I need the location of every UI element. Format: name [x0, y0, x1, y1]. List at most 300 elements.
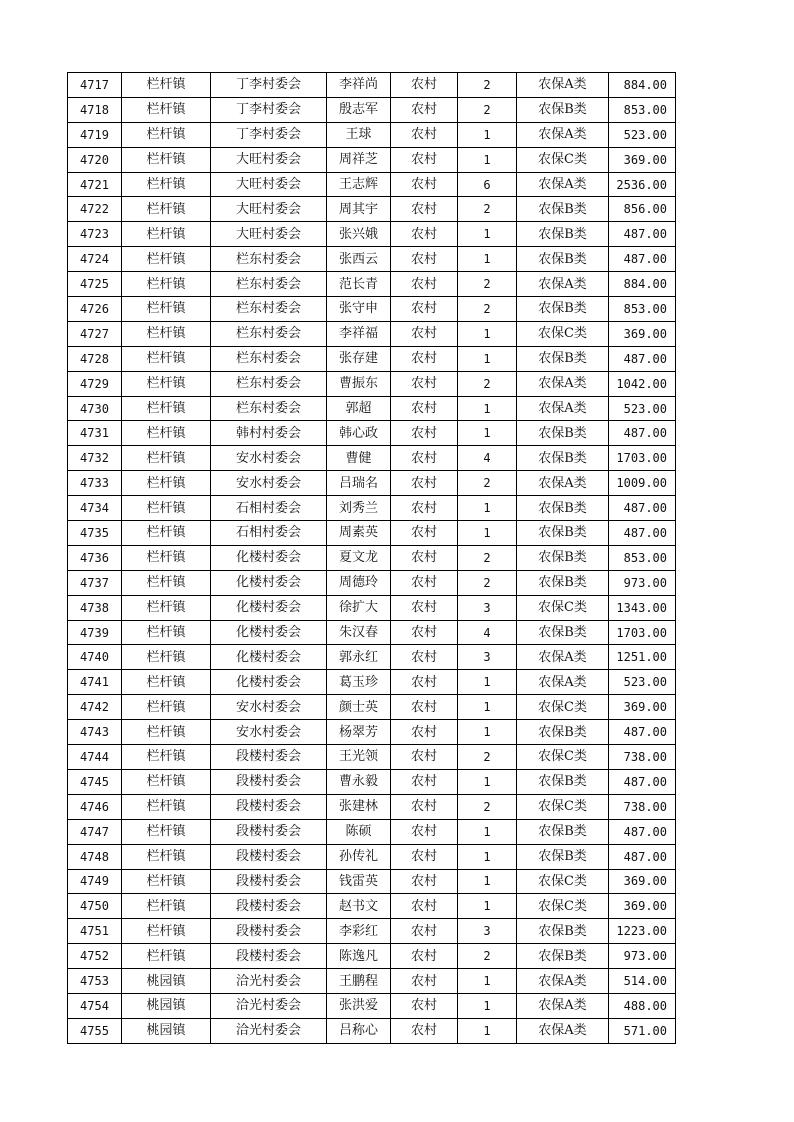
- area-type-cell: 农村: [391, 993, 458, 1018]
- town-cell: 桃园镇: [122, 969, 211, 994]
- household-count-cell: 1: [458, 396, 517, 421]
- serial-number-cell: 4742: [68, 695, 122, 720]
- area-type-cell: 农村: [391, 720, 458, 745]
- insurance-category-cell: 农保B类: [517, 844, 609, 869]
- serial-number-cell: 4735: [68, 521, 122, 546]
- household-count-cell: 1: [458, 122, 517, 147]
- name-cell: 徐扩大: [327, 595, 391, 620]
- insurance-category-cell: 农保B类: [517, 97, 609, 122]
- insurance-category-cell: 农保B类: [517, 496, 609, 521]
- table-row: [68, 521, 676, 546]
- area-type-cell: 农村: [391, 944, 458, 969]
- household-count-cell: 2: [458, 272, 517, 297]
- amount-cell: 487.00: [609, 496, 676, 521]
- amount-cell: 1703.00: [609, 446, 676, 471]
- insurance-category-cell: 农保B类: [517, 346, 609, 371]
- insurance-category-cell: 农保B类: [517, 620, 609, 645]
- table-row: [68, 147, 676, 172]
- amount-cell: 487.00: [609, 222, 676, 247]
- amount-cell: 1042.00: [609, 371, 676, 396]
- serial-number-cell: 4751: [68, 919, 122, 944]
- household-count-cell: 2: [458, 197, 517, 222]
- roster-table: [67, 72, 676, 1044]
- village-committee-cell: 段楼村委会: [211, 894, 327, 919]
- insurance-category-cell: 农保A类: [517, 272, 609, 297]
- insurance-category-cell: 农保A类: [517, 670, 609, 695]
- name-cell: 颜士英: [327, 695, 391, 720]
- name-cell: 李彩红: [327, 919, 391, 944]
- table-row: [68, 297, 676, 322]
- serial-number-cell: 4722: [68, 197, 122, 222]
- insurance-category-cell: 农保B类: [517, 446, 609, 471]
- name-cell: 韩心政: [327, 421, 391, 446]
- name-cell: 赵书文: [327, 894, 391, 919]
- serial-number-cell: 4755: [68, 1018, 122, 1043]
- village-committee-cell: 段楼村委会: [211, 794, 327, 819]
- household-count-cell: 3: [458, 595, 517, 620]
- household-count-cell: 1: [458, 969, 517, 994]
- name-cell: 曹永毅: [327, 769, 391, 794]
- insurance-category-cell: 农保A类: [517, 396, 609, 421]
- household-count-cell: 2: [458, 794, 517, 819]
- name-cell: 郭永红: [327, 645, 391, 670]
- serial-number-cell: 4740: [68, 645, 122, 670]
- village-committee-cell: 化楼村委会: [211, 645, 327, 670]
- table-row: [68, 272, 676, 297]
- serial-number-cell: 4729: [68, 371, 122, 396]
- name-cell: 朱汉春: [327, 620, 391, 645]
- insurance-category-cell: 农保B类: [517, 247, 609, 272]
- amount-cell: 2536.00: [609, 172, 676, 197]
- village-committee-cell: 化楼村委会: [211, 545, 327, 570]
- table-row: [68, 969, 676, 994]
- insurance-category-cell: 农保A类: [517, 172, 609, 197]
- village-committee-cell: 丁李村委会: [211, 97, 327, 122]
- area-type-cell: 农村: [391, 894, 458, 919]
- area-type-cell: 农村: [391, 545, 458, 570]
- serial-number-cell: 4718: [68, 97, 122, 122]
- amount-cell: 1703.00: [609, 620, 676, 645]
- village-committee-cell: 段楼村委会: [211, 919, 327, 944]
- area-type-cell: 农村: [391, 272, 458, 297]
- household-count-cell: 2: [458, 73, 517, 98]
- town-cell: 栏杆镇: [122, 545, 211, 570]
- name-cell: 杨翠芳: [327, 720, 391, 745]
- town-cell: 栏杆镇: [122, 670, 211, 695]
- town-cell: 栏杆镇: [122, 446, 211, 471]
- serial-number-cell: 4747: [68, 819, 122, 844]
- insurance-category-cell: 农保C类: [517, 147, 609, 172]
- household-count-cell: 1: [458, 894, 517, 919]
- name-cell: 郭超: [327, 396, 391, 421]
- town-cell: 栏杆镇: [122, 297, 211, 322]
- insurance-category-cell: 农保A类: [517, 371, 609, 396]
- village-committee-cell: 丁李村委会: [211, 122, 327, 147]
- table-row: [68, 197, 676, 222]
- area-type-cell: 农村: [391, 172, 458, 197]
- household-count-cell: 1: [458, 321, 517, 346]
- amount-cell: 853.00: [609, 97, 676, 122]
- insurance-category-cell: 农保B类: [517, 919, 609, 944]
- name-cell: 王球: [327, 122, 391, 147]
- amount-cell: 856.00: [609, 197, 676, 222]
- town-cell: 栏杆镇: [122, 521, 211, 546]
- insurance-category-cell: 农保B类: [517, 545, 609, 570]
- village-committee-cell: 大旺村委会: [211, 147, 327, 172]
- area-type-cell: 农村: [391, 595, 458, 620]
- insurance-category-cell: 农保B类: [517, 521, 609, 546]
- town-cell: 栏杆镇: [122, 944, 211, 969]
- household-count-cell: 1: [458, 496, 517, 521]
- household-count-cell: 6: [458, 172, 517, 197]
- insurance-category-cell: 农保A类: [517, 73, 609, 98]
- household-count-cell: 1: [458, 1018, 517, 1043]
- serial-number-cell: 4737: [68, 570, 122, 595]
- area-type-cell: 农村: [391, 122, 458, 147]
- table-row: [68, 321, 676, 346]
- household-count-cell: 2: [458, 371, 517, 396]
- insurance-category-cell: 农保B类: [517, 222, 609, 247]
- area-type-cell: 农村: [391, 570, 458, 595]
- name-cell: 孙传礼: [327, 844, 391, 869]
- area-type-cell: 农村: [391, 769, 458, 794]
- area-type-cell: 农村: [391, 73, 458, 98]
- serial-number-cell: 4749: [68, 869, 122, 894]
- table-row: [68, 670, 676, 695]
- insurance-category-cell: 农保C类: [517, 595, 609, 620]
- insurance-category-cell: 农保C类: [517, 794, 609, 819]
- town-cell: 栏杆镇: [122, 570, 211, 595]
- name-cell: 李祥尚: [327, 73, 391, 98]
- amount-cell: 884.00: [609, 272, 676, 297]
- household-count-cell: 2: [458, 297, 517, 322]
- table-row: [68, 446, 676, 471]
- serial-number-cell: 4730: [68, 396, 122, 421]
- household-count-cell: 1: [458, 695, 517, 720]
- village-committee-cell: 大旺村委会: [211, 172, 327, 197]
- household-count-cell: 1: [458, 869, 517, 894]
- town-cell: 栏杆镇: [122, 471, 211, 496]
- area-type-cell: 农村: [391, 247, 458, 272]
- amount-cell: 1223.00: [609, 919, 676, 944]
- household-count-cell: 1: [458, 521, 517, 546]
- town-cell: 栏杆镇: [122, 396, 211, 421]
- town-cell: 栏杆镇: [122, 869, 211, 894]
- amount-cell: 487.00: [609, 769, 676, 794]
- town-cell: 栏杆镇: [122, 346, 211, 371]
- insurance-category-cell: 农保A类: [517, 645, 609, 670]
- household-count-cell: 1: [458, 670, 517, 695]
- household-count-cell: 2: [458, 545, 517, 570]
- name-cell: 周素英: [327, 521, 391, 546]
- serial-number-cell: 4736: [68, 545, 122, 570]
- town-cell: 栏杆镇: [122, 844, 211, 869]
- name-cell: 张建林: [327, 794, 391, 819]
- insurance-category-cell: 农保B类: [517, 819, 609, 844]
- name-cell: 殷志军: [327, 97, 391, 122]
- area-type-cell: 农村: [391, 371, 458, 396]
- name-cell: 张西云: [327, 247, 391, 272]
- serial-number-cell: 4739: [68, 620, 122, 645]
- name-cell: 刘秀兰: [327, 496, 391, 521]
- household-count-cell: 1: [458, 844, 517, 869]
- village-committee-cell: 段楼村委会: [211, 944, 327, 969]
- area-type-cell: 农村: [391, 844, 458, 869]
- serial-number-cell: 4734: [68, 496, 122, 521]
- village-committee-cell: 栏东村委会: [211, 346, 327, 371]
- amount-cell: 488.00: [609, 993, 676, 1018]
- area-type-cell: 农村: [391, 222, 458, 247]
- insurance-category-cell: 农保A类: [517, 969, 609, 994]
- town-cell: 栏杆镇: [122, 421, 211, 446]
- area-type-cell: 农村: [391, 819, 458, 844]
- amount-cell: 523.00: [609, 396, 676, 421]
- town-cell: 栏杆镇: [122, 247, 211, 272]
- village-committee-cell: 段楼村委会: [211, 745, 327, 770]
- town-cell: 栏杆镇: [122, 595, 211, 620]
- serial-number-cell: 4752: [68, 944, 122, 969]
- amount-cell: 1009.00: [609, 471, 676, 496]
- area-type-cell: 农村: [391, 297, 458, 322]
- village-committee-cell: 段楼村委会: [211, 819, 327, 844]
- insurance-category-cell: 农保C类: [517, 745, 609, 770]
- serial-number-cell: 4717: [68, 73, 122, 98]
- table-row: [68, 794, 676, 819]
- household-count-cell: 2: [458, 570, 517, 595]
- household-count-cell: 1: [458, 147, 517, 172]
- household-count-cell: 1: [458, 421, 517, 446]
- insurance-category-cell: 农保C类: [517, 869, 609, 894]
- serial-number-cell: 4727: [68, 321, 122, 346]
- area-type-cell: 农村: [391, 794, 458, 819]
- serial-number-cell: 4725: [68, 272, 122, 297]
- village-committee-cell: 石相村委会: [211, 496, 327, 521]
- household-count-cell: 2: [458, 745, 517, 770]
- household-count-cell: 4: [458, 620, 517, 645]
- town-cell: 栏杆镇: [122, 172, 211, 197]
- name-cell: 周德玲: [327, 570, 391, 595]
- amount-cell: 853.00: [609, 297, 676, 322]
- name-cell: 陈硕: [327, 819, 391, 844]
- town-cell: 栏杆镇: [122, 272, 211, 297]
- household-count-cell: 1: [458, 346, 517, 371]
- table-row: [68, 944, 676, 969]
- town-cell: 栏杆镇: [122, 496, 211, 521]
- table-row: [68, 371, 676, 396]
- town-cell: 栏杆镇: [122, 695, 211, 720]
- town-cell: 栏杆镇: [122, 147, 211, 172]
- village-committee-cell: 大旺村委会: [211, 197, 327, 222]
- insurance-category-cell: 农保C类: [517, 695, 609, 720]
- village-committee-cell: 段楼村委会: [211, 869, 327, 894]
- amount-cell: 487.00: [609, 346, 676, 371]
- household-count-cell: 1: [458, 819, 517, 844]
- amount-cell: 738.00: [609, 745, 676, 770]
- amount-cell: 487.00: [609, 720, 676, 745]
- insurance-category-cell: 农保B类: [517, 570, 609, 595]
- table-row: [68, 172, 676, 197]
- town-cell: 栏杆镇: [122, 645, 211, 670]
- table-row: [68, 595, 676, 620]
- serial-number-cell: 4724: [68, 247, 122, 272]
- insurance-category-cell: 农保B类: [517, 720, 609, 745]
- table-row: [68, 471, 676, 496]
- table-row: [68, 894, 676, 919]
- household-count-cell: 3: [458, 645, 517, 670]
- household-count-cell: 4: [458, 446, 517, 471]
- name-cell: 张兴娥: [327, 222, 391, 247]
- amount-cell: 487.00: [609, 819, 676, 844]
- insurance-category-cell: 农保B类: [517, 769, 609, 794]
- village-committee-cell: 安水村委会: [211, 446, 327, 471]
- town-cell: 栏杆镇: [122, 745, 211, 770]
- table-row: [68, 346, 676, 371]
- town-cell: 栏杆镇: [122, 197, 211, 222]
- village-committee-cell: 洽光村委会: [211, 969, 327, 994]
- area-type-cell: 农村: [391, 969, 458, 994]
- town-cell: 栏杆镇: [122, 620, 211, 645]
- village-committee-cell: 洽光村委会: [211, 993, 327, 1018]
- insurance-category-cell: 农保A类: [517, 471, 609, 496]
- amount-cell: 369.00: [609, 147, 676, 172]
- insurance-category-cell: 农保C类: [517, 894, 609, 919]
- serial-number-cell: 4741: [68, 670, 122, 695]
- amount-cell: 487.00: [609, 844, 676, 869]
- serial-number-cell: 4750: [68, 894, 122, 919]
- area-type-cell: 农村: [391, 645, 458, 670]
- insurance-category-cell: 农保B类: [517, 944, 609, 969]
- table-row: [68, 769, 676, 794]
- table-row: [68, 844, 676, 869]
- table-row: [68, 1018, 676, 1043]
- amount-cell: 884.00: [609, 73, 676, 98]
- amount-cell: 973.00: [609, 570, 676, 595]
- amount-cell: 973.00: [609, 944, 676, 969]
- amount-cell: 571.00: [609, 1018, 676, 1043]
- name-cell: 陈逸凡: [327, 944, 391, 969]
- name-cell: 李祥福: [327, 321, 391, 346]
- area-type-cell: 农村: [391, 147, 458, 172]
- town-cell: 栏杆镇: [122, 321, 211, 346]
- name-cell: 王光领: [327, 745, 391, 770]
- amount-cell: 369.00: [609, 894, 676, 919]
- serial-number-cell: 4733: [68, 471, 122, 496]
- village-committee-cell: 栏东村委会: [211, 321, 327, 346]
- name-cell: 王志辉: [327, 172, 391, 197]
- area-type-cell: 农村: [391, 521, 458, 546]
- town-cell: 栏杆镇: [122, 769, 211, 794]
- town-cell: 栏杆镇: [122, 720, 211, 745]
- village-committee-cell: 段楼村委会: [211, 769, 327, 794]
- serial-number-cell: 4753: [68, 969, 122, 994]
- serial-number-cell: 4726: [68, 297, 122, 322]
- household-count-cell: 3: [458, 919, 517, 944]
- table-row: [68, 919, 676, 944]
- household-count-cell: 1: [458, 222, 517, 247]
- village-committee-cell: 安水村委会: [211, 720, 327, 745]
- serial-number-cell: 4721: [68, 172, 122, 197]
- table-row: [68, 73, 676, 98]
- town-cell: 栏杆镇: [122, 122, 211, 147]
- area-type-cell: 农村: [391, 471, 458, 496]
- town-cell: 栏杆镇: [122, 919, 211, 944]
- village-committee-cell: 栏东村委会: [211, 371, 327, 396]
- household-count-cell: 1: [458, 720, 517, 745]
- amount-cell: 523.00: [609, 122, 676, 147]
- area-type-cell: 农村: [391, 670, 458, 695]
- area-type-cell: 农村: [391, 620, 458, 645]
- serial-number-cell: 4720: [68, 147, 122, 172]
- name-cell: 周祥芝: [327, 147, 391, 172]
- table-row: [68, 720, 676, 745]
- name-cell: 张守申: [327, 297, 391, 322]
- village-committee-cell: 石相村委会: [211, 521, 327, 546]
- town-cell: 桃园镇: [122, 1018, 211, 1043]
- insurance-category-cell: 农保A类: [517, 1018, 609, 1043]
- name-cell: 张存建: [327, 346, 391, 371]
- village-committee-cell: 化楼村委会: [211, 570, 327, 595]
- insurance-category-cell: 农保A类: [517, 993, 609, 1018]
- village-committee-cell: 化楼村委会: [211, 595, 327, 620]
- amount-cell: 369.00: [609, 321, 676, 346]
- household-count-cell: 2: [458, 471, 517, 496]
- serial-number-cell: 4745: [68, 769, 122, 794]
- table-row: [68, 122, 676, 147]
- area-type-cell: 农村: [391, 869, 458, 894]
- village-committee-cell: 大旺村委会: [211, 222, 327, 247]
- area-type-cell: 农村: [391, 197, 458, 222]
- name-cell: 吕称心: [327, 1018, 391, 1043]
- town-cell: 栏杆镇: [122, 794, 211, 819]
- village-committee-cell: 栏东村委会: [211, 396, 327, 421]
- area-type-cell: 农村: [391, 919, 458, 944]
- town-cell: 栏杆镇: [122, 73, 211, 98]
- village-committee-cell: 段楼村委会: [211, 844, 327, 869]
- name-cell: 范长青: [327, 272, 391, 297]
- serial-number-cell: 4732: [68, 446, 122, 471]
- name-cell: 夏文龙: [327, 545, 391, 570]
- serial-number-cell: 4748: [68, 844, 122, 869]
- village-committee-cell: 丁李村委会: [211, 73, 327, 98]
- serial-number-cell: 4754: [68, 993, 122, 1018]
- table-row: [68, 620, 676, 645]
- serial-number-cell: 4719: [68, 122, 122, 147]
- table-row: [68, 545, 676, 570]
- table-row: [68, 396, 676, 421]
- name-cell: 吕瑞名: [327, 471, 391, 496]
- amount-cell: 523.00: [609, 670, 676, 695]
- insurance-category-cell: 农保C类: [517, 321, 609, 346]
- village-committee-cell: 安水村委会: [211, 471, 327, 496]
- insurance-category-cell: 农保B类: [517, 197, 609, 222]
- name-cell: 葛玉珍: [327, 670, 391, 695]
- table-row: [68, 819, 676, 844]
- area-type-cell: 农村: [391, 346, 458, 371]
- amount-cell: 487.00: [609, 421, 676, 446]
- area-type-cell: 农村: [391, 97, 458, 122]
- name-cell: 钱雷英: [327, 869, 391, 894]
- area-type-cell: 农村: [391, 745, 458, 770]
- serial-number-cell: 4728: [68, 346, 122, 371]
- amount-cell: 1251.00: [609, 645, 676, 670]
- village-committee-cell: 化楼村委会: [211, 670, 327, 695]
- insurance-category-cell: 农保B类: [517, 297, 609, 322]
- area-type-cell: 农村: [391, 421, 458, 446]
- table-row: [68, 222, 676, 247]
- area-type-cell: 农村: [391, 1018, 458, 1043]
- serial-number-cell: 4744: [68, 745, 122, 770]
- table-row: [68, 869, 676, 894]
